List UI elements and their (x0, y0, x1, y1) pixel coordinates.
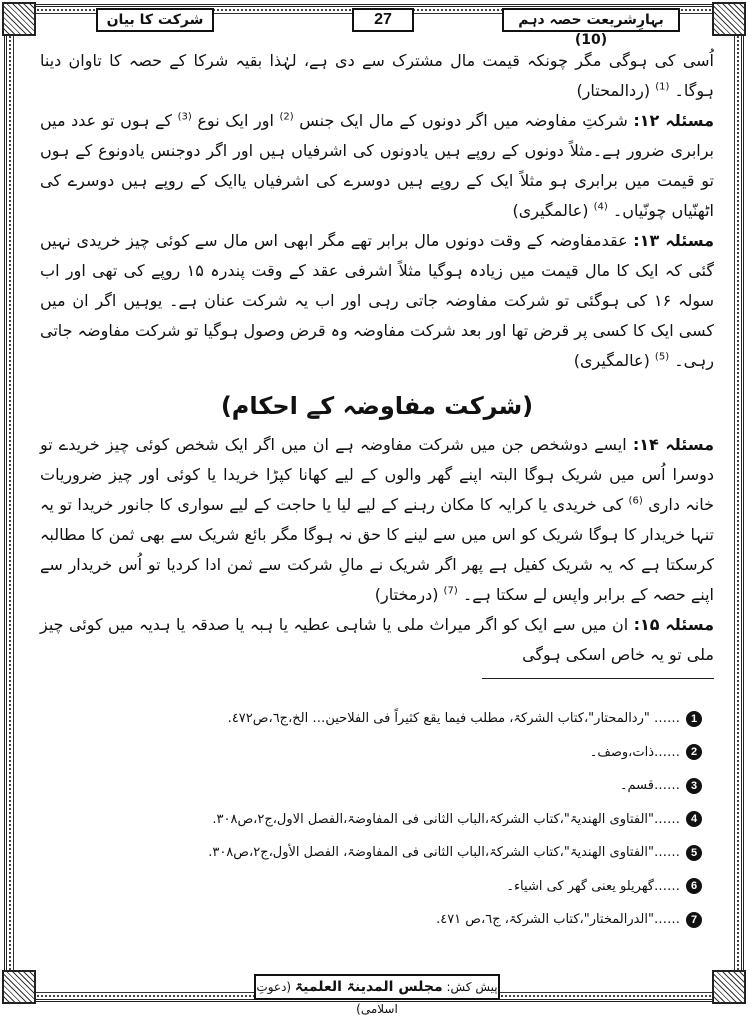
source-ref: (عالمگیری) (512, 201, 589, 220)
corner-ornament (2, 2, 36, 36)
footnote (40, 870, 702, 904)
footnote-ref: (3) (177, 111, 192, 123)
footnote-ref: (7) (443, 585, 458, 597)
masala-12 (40, 106, 714, 226)
masala-label: مسئلہ ۱۴: (632, 435, 715, 454)
source-ref: (عالمگیری) (573, 351, 650, 370)
masala-15 (40, 610, 714, 670)
text: ایسے دوشخص جن میں شرکت مفاوضہ ہے ان میں اگر ایک شخص کوئی چیز خریدے تو دوسرا اُس میں شریک ہوگا البتہ اپنے گھر والوں کے لیے کھانا کپڑا خریدا یا کوئی اور چیز ضروریات خانہ داری (40, 435, 714, 514)
footnote-number: 3 (686, 778, 702, 794)
footnote-text: ……ذات،وصف۔ (589, 744, 680, 760)
masala-13 (40, 226, 714, 376)
footnote-text: ……"الدرالمختار"،کتاب الشرکۃ، ج٦،ص ٤٧١. (436, 912, 680, 928)
masala-label: مسئلہ ۱۵: (633, 615, 715, 634)
footnote-ref: (5) (654, 351, 670, 363)
book-title: بہارِشریعت حصہ دہم (10) (502, 8, 680, 32)
footnote (40, 702, 702, 736)
footnote (40, 903, 702, 937)
footnote-number: 5 (686, 845, 702, 861)
footnote-text: ……"الفتاوی الھندیۃ"،کتاب الشرکۃ،الباب الثانی فی المفاوضۃ، الفصل الأول،ج٢،ص٣٠٨. (208, 845, 680, 861)
masala-label: مسئلہ ۱۳: (633, 231, 715, 250)
footnote-text: ……"الفتاوی الھندیۃ"،کتاب الشرکۃ،الباب الثانی فی المفاوضۃ،الفصل الاول،ج٢،ص٣٠٨. (212, 811, 680, 827)
footnote (40, 736, 702, 770)
footnote-number: 4 (686, 811, 702, 827)
corner-ornament (712, 970, 746, 1004)
footnote (40, 769, 702, 803)
footnote-ref: (4) (593, 201, 608, 213)
footer-prefix: پیش کش: (446, 980, 498, 994)
footnotes (40, 702, 702, 937)
page-number: 27 (352, 8, 414, 32)
footnote-number: 7 (686, 912, 702, 928)
footnote-ref: (1) (655, 81, 670, 93)
footnote-text: ……گھریلو یعنی گھر کی اشیاء۔ (506, 878, 680, 894)
chapter-title: شرکت کا بیان (96, 8, 214, 32)
source-ref: (ردالمحتار) (576, 81, 651, 100)
text: ان میں سے ایک کو اگر میراث ملی یا شاہی عطیہ یا ہبہ یا صدقہ یا ہدیہ میں کوئی چیز ملی تو یہ خاص اسکی ہوگی (40, 615, 714, 664)
text: عقدمفاوضہ کے وقت دونوں مال برابر تھے مگر ابھی اس مال سے کوئی چیز خریدی نہیں گئی کہ ایک کا مال قیمت میں زیادہ ہوگیا مثلاً اشرفی عقد کے وقت پندرہ ۱۵ روپے کی تھی اور اب سولہ ۱۶ کی ہوگئی تو شرکت مفاوضہ جاتی رہی اور اب یہ شرکت عنان ہے۔ یوہیں اگر ان میں کسی ایک کا کسی پر قرض تھا اور بعد شرکت مفاوضہ وہ قرض وصول ہوگیا تو شرکت مفاوضہ جاتی رہی۔ (40, 231, 715, 370)
page-footer (254, 974, 500, 1016)
footnote (40, 836, 702, 870)
publisher-name: مجلس المدینۃ العلمیۃ (294, 979, 443, 995)
text: کی خریدی یا کرایہ کا مکان رہنے کے لیے لیا یا حاجت کے لیے سواری کا جانور خریدا تو یہ تنہا خریدار کا ہوگا شریک کو اس میں سے لینے کا حق نہ ہوگا مگر بائع شریک سے بھی ثمن کا مطالبہ کرسکتا ہے کہ یہ شریک کفیل ہے پھر اگر شریک نے مالِ شرکت سے ثمن ادا کردیا تو اُس خریدار سے اپنے حصہ کے برابر واپس لے سکتا ہے۔ (40, 495, 715, 604)
footnote-text: …… "ردالمحتار"،کتاب الشرکۃ، مطلب فیما یقع کثیراً فی الفلاحین… الخ،ج٦،ص٤٧٢. (227, 711, 680, 727)
page-header (44, 8, 708, 48)
footer-suffix: (دعوتِ اسلامی) (256, 980, 398, 1016)
text: کے ہوں تو عدد میں برابری ضرور ہے۔مثلاً دونوں کے روپے ہیں یادونوں کی اشرفیاں ہیں اور اگر دوجنس یادونوع کے ہوں تو قیمت میں برابری ہو مثلاً ایک کے روپے ہیں دوسرے کی اشرفیاں یاایک کے روپے ہیں دوسرے کی اٹھنّیاں چونّیاں۔ (40, 111, 714, 220)
main-text (40, 46, 714, 687)
corner-ornament (2, 970, 36, 1004)
footnote-text: ……قسم۔ (619, 778, 680, 794)
footnote (40, 803, 702, 837)
section-heading: (شرکت مفاوضہ کے احکام) (220, 392, 534, 420)
source-ref: (درمختار) (374, 585, 439, 604)
masala-label: مسئلہ ۱۲: (633, 111, 714, 130)
text: اور ایک نوع (197, 111, 274, 130)
footnote-divider (482, 678, 714, 679)
paragraph (40, 46, 714, 106)
text: اُسی کی ہوگی مگر چونکہ قیمت مال مشترک سے دی ہے، لہٰذا بقیہ شرکا کے حصہ کا تاوان دینا ہوگا۔ (40, 51, 714, 100)
masala-14 (40, 430, 714, 610)
text: شرکتِ مفاوضہ میں اگر دونوں کے مال ایک جنس (299, 111, 628, 130)
footnote-number: 2 (686, 744, 702, 760)
footnote-ref: (2) (279, 111, 294, 123)
footnote-number: 1 (686, 711, 702, 727)
corner-ornament (712, 2, 746, 36)
footnote-number: 6 (686, 878, 702, 894)
footnote-ref: (6) (628, 495, 643, 507)
